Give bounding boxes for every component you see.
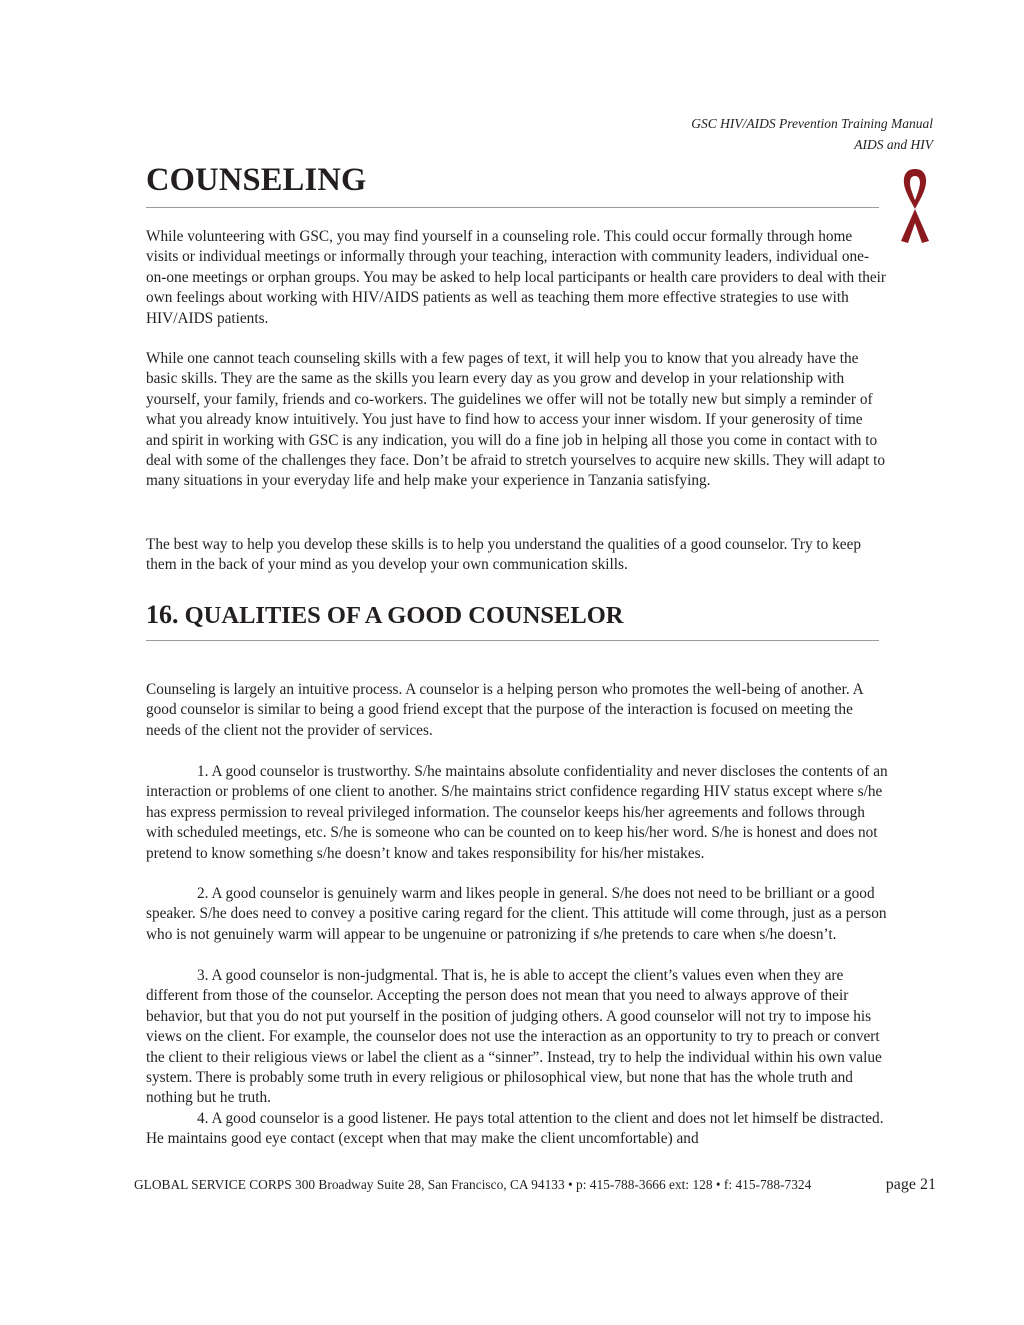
page-number: page 21 (885, 1176, 936, 1193)
running-header (691, 113, 933, 155)
intro-paragraph-1: While volunteering with GSC, you may find yourself in a counseling role. This could occur formally through home visits or individual meetings or informally through your teaching, interaction with community leaders, individual one-on-one meetings or orphan groups. You may be asked to help local participants or health care providers to deal with their own feelings about working with HIV/AIDS patients as well as teaching them more effective strategies to use with HIV/AIDS patients. (146, 228, 887, 327)
page-title: COUNSELING (146, 162, 367, 198)
quality-item-3: 3. A good counselor is non-judgmental. That is, he is able to accept the client’s values even when they are different from those of the counselor. Accepting the person does not mean that you need to always approve of their behavior, but that you do not put yourself in the position of judging others. A good counselor will not try to impose his views on the client. For example, the counselor does not use the interaction as an opportunity to try to preach or convert the client to their religious views or label the client as a “sinner”. Instead, try to help the individual within his own value system. There is probably some truth in every religious or philosophical view, but none that has the whole truth and nothing but he truth. (146, 967, 882, 1107)
quality-item-2: 2. A good counselor is genuinely warm and likes people in general. S/he does not need to be brilliant or a good speaker. S/he does need to convey a positive caring regard for the client. This attitude will come through, just as a person who is not genuinely warm will appear to be ungenuine or patronizing if s/he pretends to care when s/he doesn’t. (146, 885, 887, 943)
section-intro: Counseling is largely an intuitive process. A counselor is a helping person who promotes the well-being of another. A good counselor is similar to being a good friend except that the purpose of the interaction is focused on meeting the needs of the client not the provider of services. (146, 681, 863, 739)
section-title: AIDS and HIV (854, 137, 933, 152)
section-title-text: QUALITIES OF A GOOD COUNSELOR (184, 602, 624, 629)
title-divider (146, 207, 879, 208)
page-footer (134, 1175, 936, 1195)
footer-organization: GLOBAL SERVICE CORPS 300 Broadway Suite 28, San Francisco, CA 94133 • p: 415-788-3666 ext: 128 • f: 415-788-7324 (134, 1177, 812, 1192)
section-heading (146, 597, 623, 634)
quality-item-1: 1. A good counselor is trustworthy. S/he maintains absolute confidentiality and never discloses the contents of an interaction or problems of one client to another. S/he maintains strict confidence regarding HIV status except where s/he has express permission to reveal privileged information. The counselor keeps his/her agreements and follows through with scheduled meetings, etc. S/he is someone who can be counted on to keep his/her word. S/he is honest and does not pretend to know something s/he doesn’t know and takes responsibility for his/her mistakes. (146, 763, 888, 862)
section-divider (146, 640, 879, 641)
intro-paragraph-3: The best way to help you develop these skills is to help you understand the qualities of a good counselor. Try to keep them in the back of your mind as you develop your own communication skills. (146, 536, 862, 574)
section-number: 16. (146, 600, 179, 629)
manual-title: GSC HIV/AIDS Prevention Training Manual (691, 116, 933, 131)
red-ribbon-icon (893, 165, 937, 245)
intro-paragraph-2: While one cannot teach counseling skills with a few pages of text, it will help you to know that you already have the basic skills. They are the same as the skills you learn every day as you grow and develop in your relationship with yourself, your family, friends and co-workers. The guidelines we offer will not be totally new but simply a reminder of what you already know intuitively. You just have to find how to access your inner wisdom. If your generosity of time and spirit in working with GSC is any indication, you will do a fine job in helping all those you come in contact with to deal with some of the challenges they face. Don’t be afraid to stretch yourselves to acquire new skills. They will adapt to many situations in your everyday life and help make your experience in Tanzania satisfying. (146, 350, 885, 490)
quality-item-4: 4. A good counselor is a good listener. He pays total attention to the client and does not let himself be distracted. He maintains good eye contact (except when that may make the client uncomfortable) and (146, 1110, 884, 1148)
